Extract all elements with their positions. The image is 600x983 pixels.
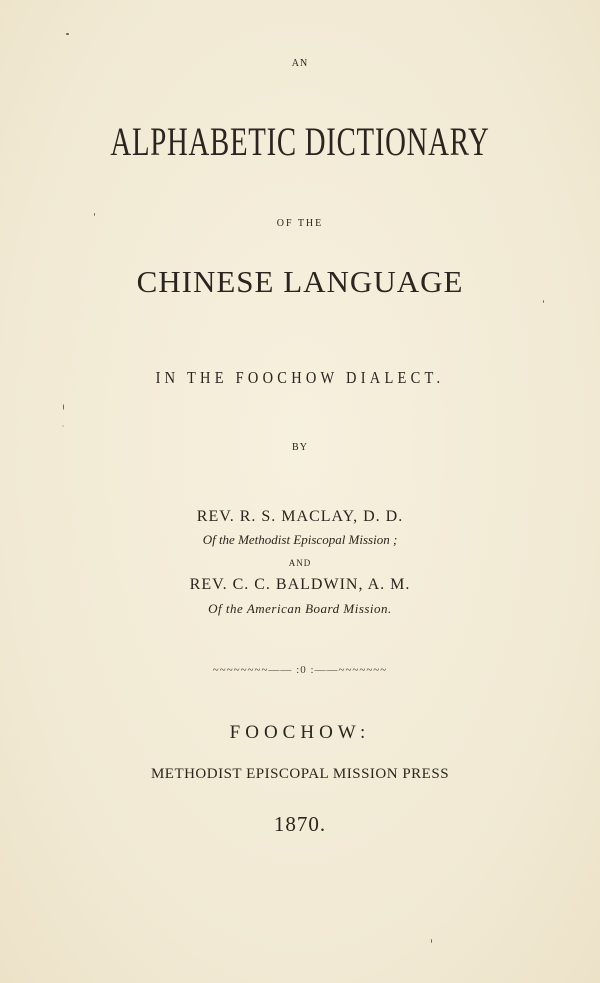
affiliation-1: Of the Methodist Episcopal Mission ;	[202, 532, 398, 547]
dialect-line: IN THE FOOCHOW DIALECT.	[155, 368, 445, 387]
publication-year: 1870.	[273, 812, 327, 836]
of-the-text: OF THE	[276, 218, 324, 229]
by-text: BY	[292, 442, 308, 453]
ornamental-divider: ~~~~~~~~—— :0 :——~~~~~~~	[212, 664, 388, 676]
article-text: AN	[291, 58, 309, 69]
author-1: REV. R. S. MACLAY, D. D.	[196, 508, 404, 525]
publisher: METHODIST EPISCOPAL MISSION PRESS	[150, 766, 450, 782]
publication-place: FOOCHOW:	[229, 722, 371, 743]
book-title: ALPHABETIC DICTIONARY	[110, 119, 490, 164]
affiliation-2: Of the American Board Mission.	[208, 601, 392, 616]
book-subject: CHINESE LANGUAGE	[136, 264, 464, 299]
author-2: REV. C. C. BALDWIN, A. M.	[189, 576, 411, 593]
and-text: AND	[288, 558, 312, 568]
